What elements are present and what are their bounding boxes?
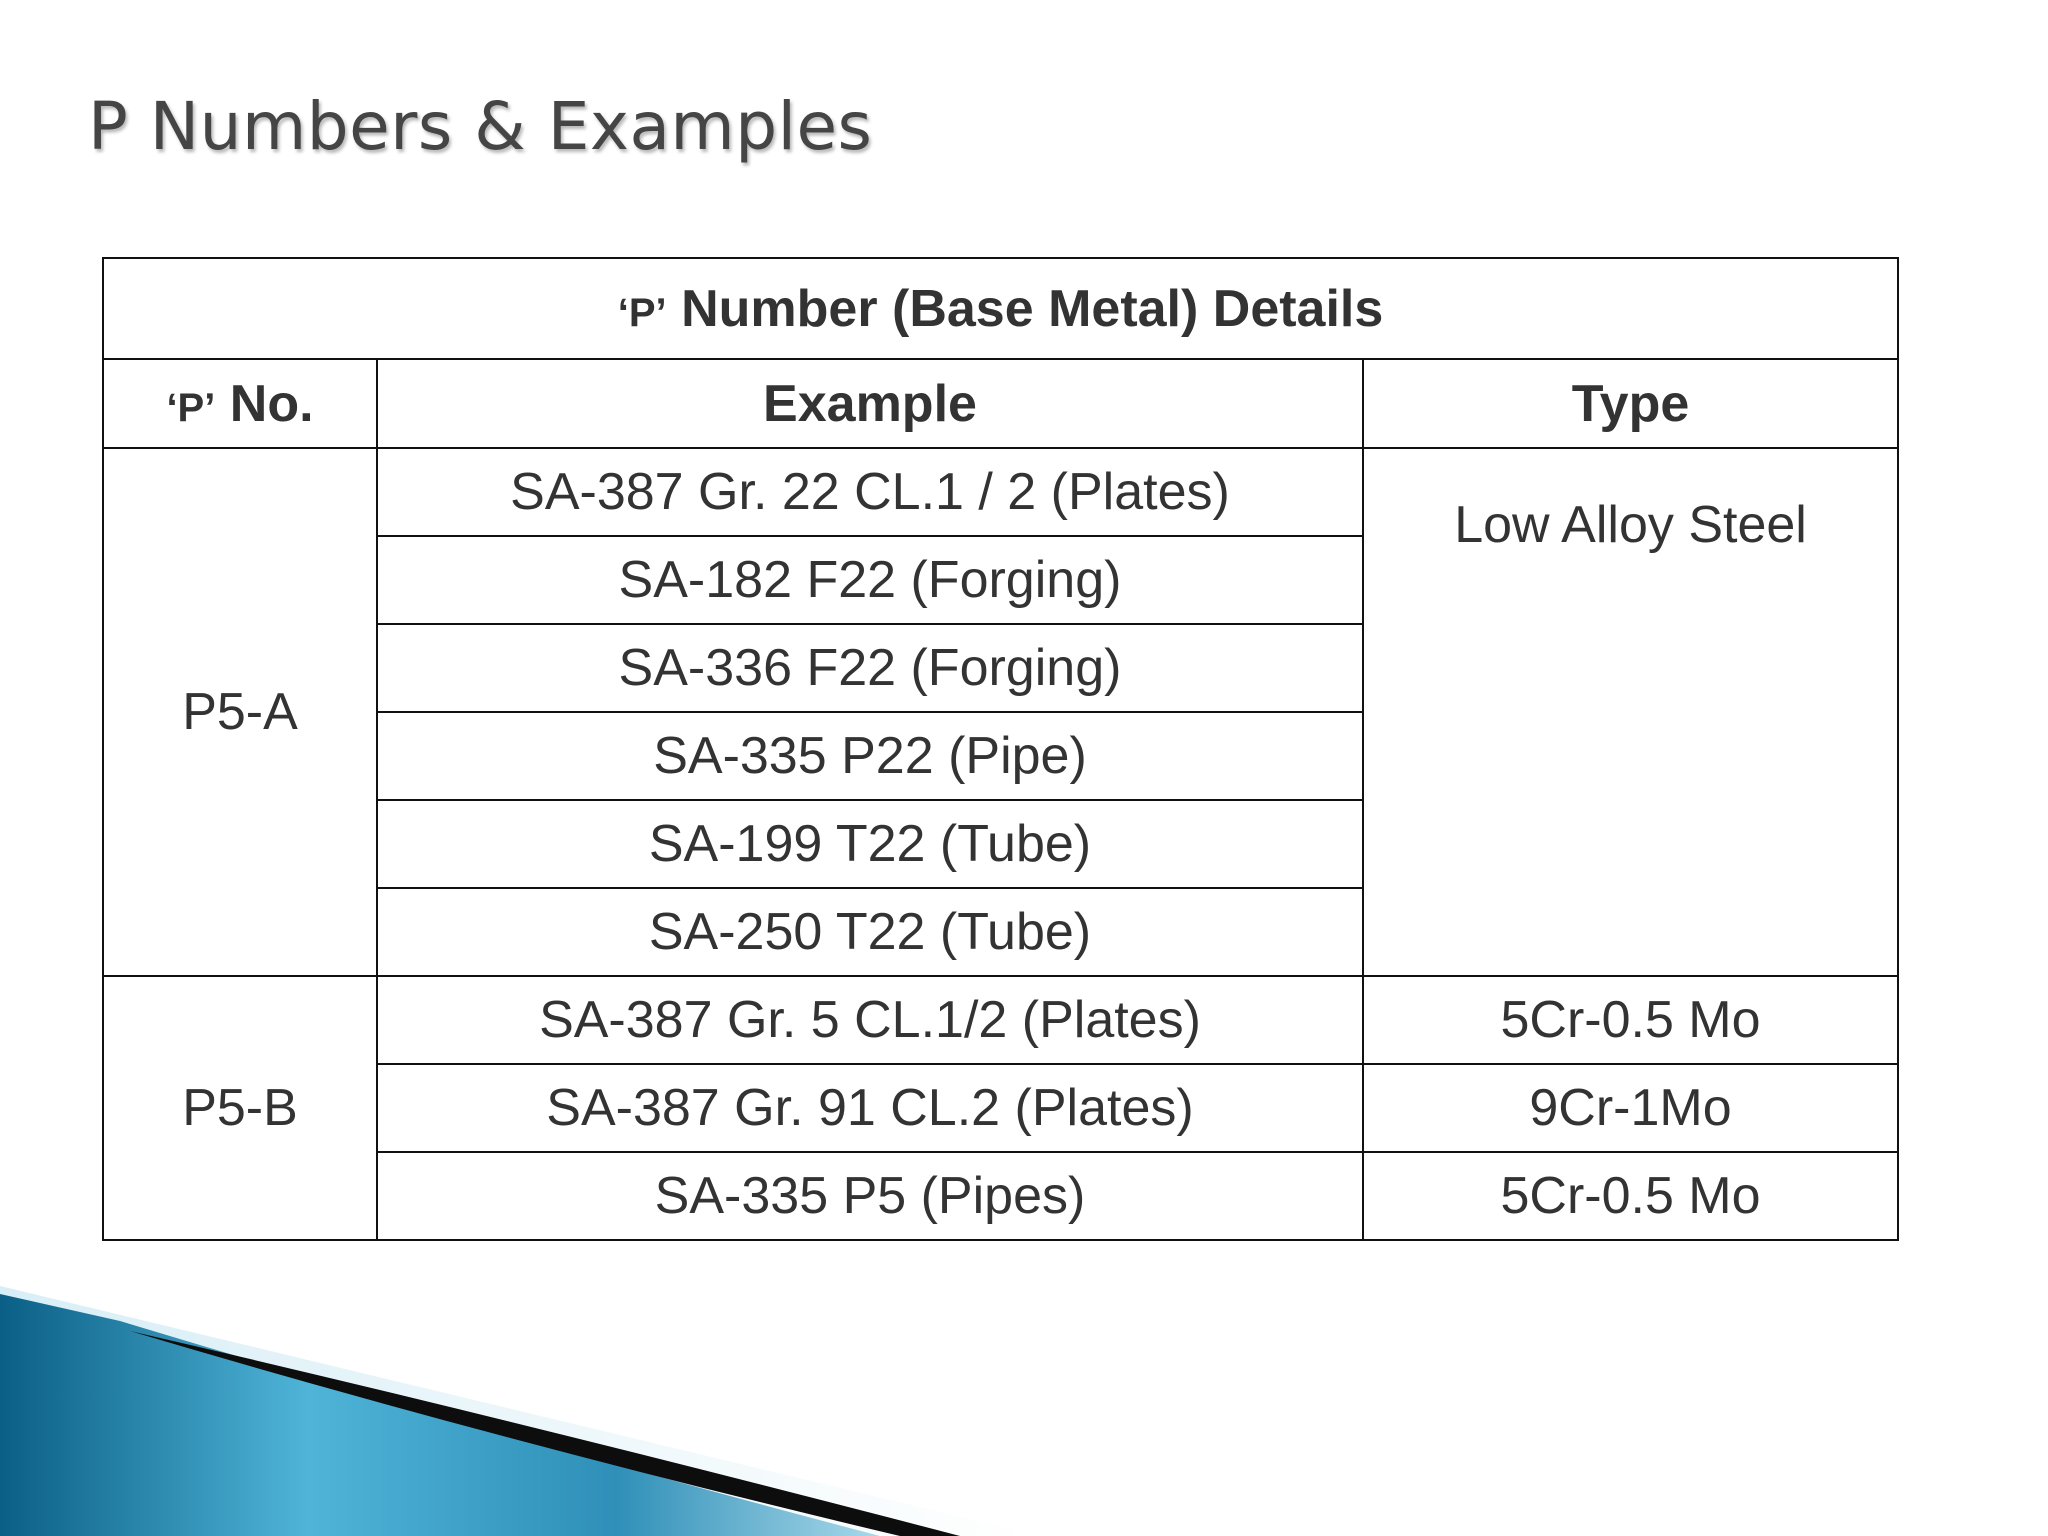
example-cell: SA-182 F22 (Forging) bbox=[377, 536, 1363, 624]
caption-quoted-p: ‘P’ bbox=[617, 290, 667, 335]
type-cell: 9Cr-1Mo bbox=[1363, 1064, 1898, 1152]
corner-swoosh-decoration bbox=[0, 1286, 1040, 1536]
table-row bbox=[103, 448, 1898, 536]
p-number-table-container bbox=[102, 257, 1899, 1241]
type-cell: 5Cr-0.5 Mo bbox=[1363, 1152, 1898, 1240]
example-cell: SA-336 F22 (Forging) bbox=[377, 624, 1363, 712]
example-cell: SA-335 P5 (Pipes) bbox=[377, 1152, 1363, 1240]
header-type: Type bbox=[1363, 359, 1898, 448]
table-header-row bbox=[103, 359, 1898, 448]
header-example: Example bbox=[377, 359, 1363, 448]
example-cell: SA-335 P22 (Pipe) bbox=[377, 712, 1363, 800]
type-cell: Low Alloy Steel bbox=[1363, 448, 1898, 976]
header-pno-quoted-p: ‘P’ bbox=[166, 385, 216, 430]
table-row bbox=[103, 976, 1898, 1064]
type-cell: 5Cr-0.5 Mo bbox=[1363, 976, 1898, 1064]
example-cell: SA-250 T22 (Tube) bbox=[377, 888, 1363, 976]
slide-title: P Numbers & Examples bbox=[88, 88, 873, 165]
table-caption bbox=[103, 258, 1898, 359]
example-cell: SA-387 Gr. 91 CL.2 (Plates) bbox=[377, 1064, 1363, 1152]
table-caption-row bbox=[103, 258, 1898, 359]
header-pno-text: No. bbox=[215, 374, 314, 433]
p-number-cell: P5-A bbox=[103, 448, 377, 976]
caption-text: Number (Base Metal) Details bbox=[666, 279, 1384, 338]
example-cell: SA-387 Gr. 22 CL.1 / 2 (Plates) bbox=[377, 448, 1363, 536]
p-number-table bbox=[102, 257, 1899, 1241]
example-cell: SA-199 T22 (Tube) bbox=[377, 800, 1363, 888]
example-cell: SA-387 Gr. 5 CL.1/2 (Plates) bbox=[377, 976, 1363, 1064]
p-number-cell: P5-B bbox=[103, 976, 377, 1240]
header-p-no bbox=[103, 359, 377, 448]
